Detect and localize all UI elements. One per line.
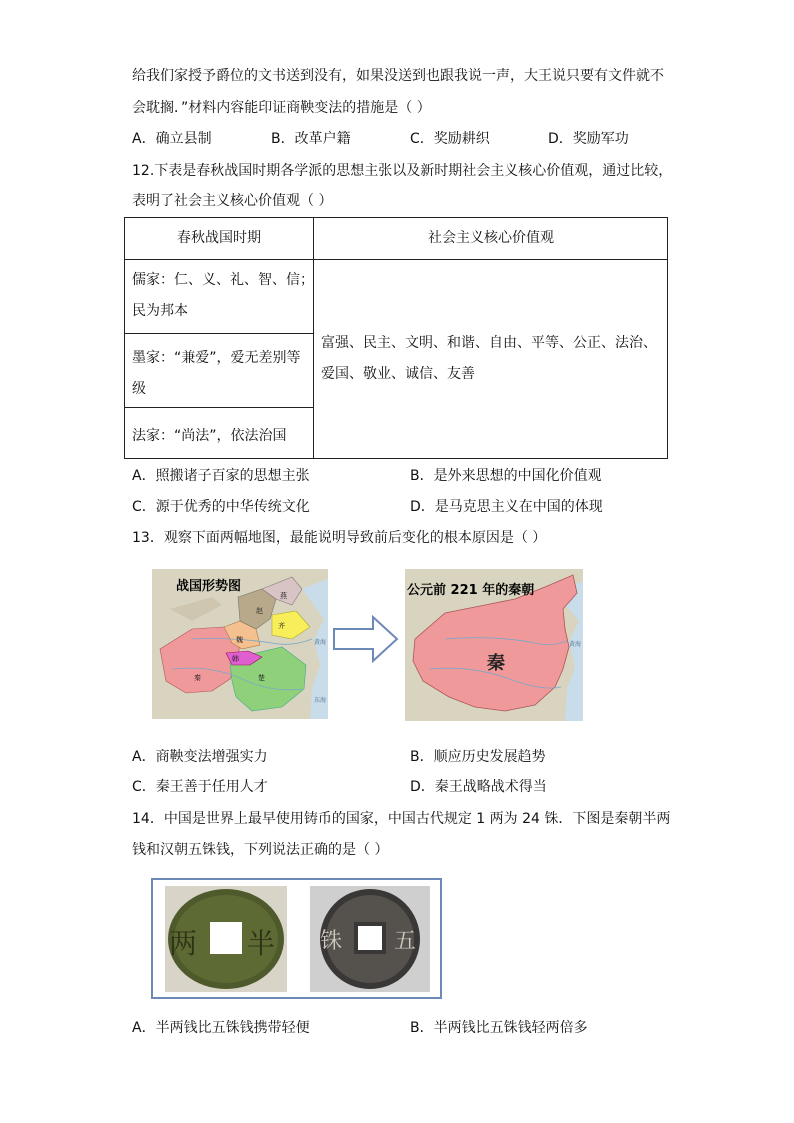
sea-label: 黄海 bbox=[569, 641, 582, 648]
table-row-rule bbox=[125, 333, 313, 334]
state-label-zhao: 赵 bbox=[256, 607, 263, 615]
q11-option-c[interactable]: C．奖励耕织 bbox=[410, 131, 490, 147]
q14-line-2: 钱和汉朝五铢钱，下列说法正确的是（ ） bbox=[132, 842, 389, 858]
table-header-right: 社会主义核心价值观 bbox=[428, 230, 554, 246]
table-cell-core-values: 爱国、敬业、诚信、友善 bbox=[321, 366, 475, 382]
state-label-wei: 魏 bbox=[236, 636, 243, 644]
table-cell-core-values: 富强、民主、文明、和谐、自由、平等、公正、法治、 bbox=[321, 335, 657, 351]
state-label-chu: 楚 bbox=[258, 674, 265, 682]
state-label-yan: 燕 bbox=[280, 592, 287, 600]
table-cell-confucian: 儒家：仁、义、礼、智、信； bbox=[132, 272, 314, 288]
coin-glyph: 铢 bbox=[320, 929, 343, 954]
q11-line-1: 给我们家授予爵位的文书送到没有，如果没送到也跟我说一声，大王说只要有文件就不 bbox=[132, 68, 664, 84]
q12-line-2: 表明了社会主义核心价值观（ ） bbox=[132, 193, 333, 209]
state-label-qi: 齐 bbox=[278, 622, 285, 630]
wuzhu-coin-photo bbox=[310, 886, 430, 992]
q14-option-a[interactable]: A．半两钱比五铢钱携带轻便 bbox=[132, 1020, 310, 1036]
table-header-left: 春秋战国时期 bbox=[177, 230, 261, 246]
q14-line-1: 14．中国是世界上最早使用铸币的国家，中国古代规定 1 两为 24 铢．下图是秦朝半两 bbox=[132, 811, 671, 827]
coin-glyph: 两 bbox=[169, 927, 198, 960]
q11-option-a[interactable]: A．确立县制 bbox=[132, 131, 212, 147]
coin-image-frame bbox=[151, 878, 442, 999]
map-title: 公元前 221 年的秦朝 bbox=[407, 583, 535, 598]
table-cell-legalist: 法家：“尚法”，依法治国 bbox=[132, 428, 287, 444]
state-label-qin: 秦 bbox=[194, 674, 201, 682]
table-row-rule bbox=[125, 407, 313, 408]
q13-line-1: 13．观察下面两幅地图，最能说明导致前后变化的根本原因是（ ） bbox=[132, 530, 547, 546]
table-cell-mohist: 墨家：“兼爱”，爱无差别等 bbox=[132, 350, 301, 366]
coin-glyph: 半 bbox=[247, 927, 276, 960]
table-cell-mohist: 级 bbox=[132, 381, 146, 397]
q14-option-b[interactable]: B．半两钱比五铢钱轻两倍多 bbox=[410, 1020, 588, 1036]
q13-option-d[interactable]: D．秦王战略战术得当 bbox=[410, 779, 547, 795]
sea-label: 黄海 bbox=[314, 639, 327, 646]
q12-option-a[interactable]: A．照搬诸子百家的思想主张 bbox=[132, 468, 310, 484]
sea-label: 东海 bbox=[314, 697, 327, 704]
q12-option-d[interactable]: D．是马克思主义在中国的体现 bbox=[410, 499, 603, 515]
comparison-table bbox=[124, 217, 668, 459]
table-cell-confucian: 民为邦本 bbox=[132, 303, 188, 319]
q13-option-b[interactable]: B．顺应历史发展趋势 bbox=[410, 749, 546, 765]
table-header-rule bbox=[125, 259, 667, 260]
q13-option-a[interactable]: A．商鞅变法增强实力 bbox=[132, 749, 268, 765]
state-label-qin: 秦 bbox=[487, 653, 505, 674]
q13-option-c[interactable]: C．秦王善于任用人才 bbox=[132, 779, 268, 795]
qin-dynasty-map bbox=[405, 569, 583, 721]
q12-line-1: 12.下表是春秋战国时期各学派的思想主张以及新时期社会主义核心价值观，通过比较， bbox=[132, 163, 673, 179]
q11-line-2: 会耽搁．”材料内容能印证商鞅变法的措施是（ ） bbox=[132, 100, 431, 116]
arrow-right-icon bbox=[333, 615, 399, 663]
q11-option-b[interactable]: B．改革户籍 bbox=[271, 131, 351, 147]
state-label-han: 韩 bbox=[232, 655, 239, 663]
q12-option-c[interactable]: C．源于优秀的中华传统文化 bbox=[132, 499, 310, 515]
q11-option-d[interactable]: D．奖励军功 bbox=[548, 131, 629, 147]
coin-glyph: 五 bbox=[394, 929, 417, 954]
q12-option-b[interactable]: B．是外来思想的中国化价值观 bbox=[410, 468, 602, 484]
map-title: 战国形势图 bbox=[176, 579, 242, 594]
banliang-coin-photo bbox=[165, 886, 287, 992]
warring-states-map bbox=[152, 569, 328, 719]
